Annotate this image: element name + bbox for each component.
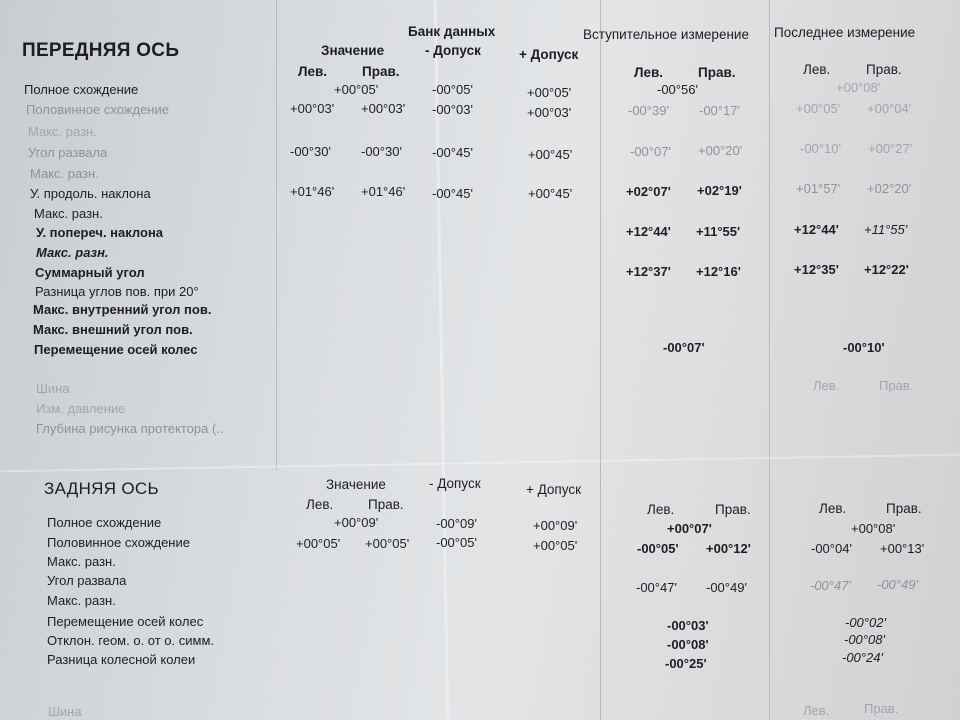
rear-tire-right: Прав. [864, 701, 899, 716]
rear-initial-right: -00°49' [706, 580, 747, 595]
front-row-label: У. попереч. наклона [36, 225, 164, 240]
front-initial-right: +12°16' [696, 264, 741, 279]
front-value-left: -00°30' [290, 144, 331, 159]
front-last-right: +12°22' [864, 262, 909, 277]
rear-last-total: -00°08' [844, 632, 885, 647]
front-row-label: Макс. разн. [34, 206, 103, 221]
rear-axle-title: ЗАДНЯЯ ОСЬ [44, 479, 159, 498]
rear-row-label: Разница колесной колеи [47, 652, 196, 667]
front-last-right: +00°27' [868, 141, 913, 156]
rear-row-label: Отклон. геом. о. от о. симм. [47, 633, 215, 648]
rear-initial-total: -00°03' [667, 618, 709, 633]
front-initial-left: +12°44' [626, 224, 671, 239]
rear-row-label: Макс. разн. [47, 593, 116, 608]
front-tire-pressure: Изм. давление [36, 401, 126, 416]
rear-tol-minus: -00°05' [436, 535, 477, 550]
front-row-label: Макс. разн. [28, 124, 97, 139]
rear-header-tol-minus: - Допуск [429, 476, 481, 491]
rear-last-right: +00°13' [880, 541, 925, 556]
rear-header-value: Значение [326, 477, 386, 492]
front-initial-right: +02°19' [697, 183, 742, 198]
front-initial-left: +02°07' [626, 184, 671, 199]
front-value-right: -00°30' [361, 144, 402, 159]
rear-initial-total: +00°07' [667, 521, 712, 536]
rear-tire-left: Лев. [803, 703, 830, 718]
front-row-label: Суммарный угол [35, 265, 145, 280]
front-tol-minus: -00°05' [432, 82, 473, 97]
rear-row-label: Перемещение осей колес [47, 614, 204, 629]
rear-initial-right: +00°12' [706, 541, 751, 556]
column-divider [769, 0, 770, 720]
rear-initial-total: -00°25' [665, 656, 707, 671]
front-initial-total: -00°07' [663, 340, 705, 355]
front-row-label: Макс. внутренний угол пов. [33, 302, 212, 317]
front-row-label: Половинное схождение [26, 102, 169, 117]
front-value-right: +00°03' [361, 101, 406, 116]
front-initial-left: -00°07' [630, 144, 671, 159]
front-row-label: Угол развала [28, 145, 108, 160]
rear-tol-minus: -00°09' [436, 516, 477, 531]
front-row-label: Макс. внешний угол пов. [33, 322, 193, 337]
rear-last-total: -00°24' [842, 650, 883, 665]
front-last-total: -00°10' [843, 340, 885, 355]
front-tol-plus: +00°05' [527, 85, 572, 100]
rear-last-total: -00°02' [845, 615, 886, 630]
front-last-right: +02°20' [867, 181, 912, 196]
front-row-label: У. продоль. наклона [30, 186, 151, 201]
front-tire-right: Прав. [879, 378, 914, 393]
rear-tire-label: Шина [48, 704, 82, 719]
front-initial-right: +11°55' [696, 224, 741, 239]
rear-header-initial-right: Прав. [715, 502, 751, 517]
header-value-left: Лев. [298, 64, 328, 79]
rear-value-total: +00°09' [334, 515, 379, 530]
front-last-left: +01°57' [796, 181, 841, 196]
header-value-right: Прав. [362, 64, 400, 79]
rear-tol-plus: +00°09' [533, 518, 578, 533]
rear-header-last-right: Прав. [886, 501, 922, 516]
rear-last-left: -00°04' [811, 541, 852, 556]
front-row-label: Полное схождение [24, 82, 139, 97]
header-last-left: Лев. [803, 62, 831, 77]
front-tol-minus: -00°03' [432, 102, 473, 117]
header-tol-plus: + Допуск [519, 47, 579, 62]
front-value-right: +01°46' [361, 184, 406, 199]
rear-initial-left: -00°05' [637, 541, 679, 556]
front-row-label: Перемещение осей колес [34, 342, 198, 357]
column-divider [276, 0, 277, 470]
front-last-left: +12°44' [794, 222, 839, 237]
header-tol-minus: - Допуск [425, 43, 481, 58]
front-row-label: Макс. разн. [36, 245, 109, 260]
front-tol-plus: +00°45' [528, 186, 573, 201]
rear-last-total: +00°08' [851, 521, 896, 536]
front-tire-left: Лев. [813, 378, 840, 393]
front-last-right: +00°04' [867, 101, 912, 116]
header-initial-right: Прав. [698, 65, 736, 80]
rear-initial-left: -00°47' [636, 580, 677, 595]
header-databank: Банк данных [408, 24, 496, 39]
front-tire-label: Шина [36, 381, 70, 396]
front-tol-plus: +00°03' [527, 105, 572, 120]
front-value-left: +01°46' [290, 184, 335, 199]
front-row-label: Макс. разн. [30, 166, 99, 181]
front-tire-tread: Глубина рисунка протектора (.. [36, 421, 224, 436]
front-last-left: +12°35' [794, 262, 839, 277]
rear-value-right: +00°05' [365, 536, 410, 551]
front-last-right: +11°55' [864, 222, 908, 237]
rear-row-label: Половинное схождение [47, 535, 190, 550]
front-last-left: +00°05' [796, 101, 841, 116]
rear-last-right: -00°49' [877, 577, 918, 592]
front-initial-right: -00°17' [699, 103, 740, 118]
front-initial-total: -00°56' [657, 82, 698, 97]
rear-header-tol-plus: + Допуск [526, 482, 582, 497]
rear-initial-total: -00°08' [667, 637, 709, 652]
front-row-label: Разница углов пов. при 20° [35, 284, 199, 299]
front-axle-title: ПЕРЕДНЯЯ ОСЬ [22, 40, 180, 61]
front-last-total: +00°08' [836, 80, 881, 95]
front-value-left: +00°03' [290, 101, 335, 116]
front-value-total: +00°05' [334, 82, 379, 97]
front-tol-plus: +00°45' [528, 147, 573, 162]
header-last-right: Прав. [866, 62, 902, 77]
rear-last-left: -00°47' [810, 578, 851, 593]
rear-row-label: Макс. разн. [47, 554, 116, 569]
rear-header-last-left: Лев. [819, 501, 847, 516]
rear-tol-plus: +00°05' [533, 538, 578, 553]
header-initial: Вступительное измерение [583, 27, 749, 42]
paper-fold [0, 454, 960, 473]
rear-header-value-left: Лев. [306, 497, 334, 512]
header-value: Значение [321, 43, 385, 58]
front-initial-right: +00°20' [698, 143, 743, 158]
rear-row-label: Угол развала [47, 573, 127, 588]
front-last-left: -00°10' [800, 141, 841, 156]
rear-header-initial-left: Лев. [647, 502, 675, 517]
front-initial-left: -00°39' [628, 103, 669, 118]
header-last: Последнее измерение [774, 25, 916, 40]
front-tol-minus: -00°45' [432, 145, 473, 160]
header-initial-left: Лев. [634, 65, 664, 80]
rear-row-label: Полное схождение [47, 515, 162, 530]
column-divider [600, 0, 601, 720]
front-tol-minus: -00°45' [432, 186, 473, 201]
rear-value-left: +00°05' [296, 536, 341, 551]
rear-header-value-right: Прав. [368, 497, 404, 512]
front-initial-left: +12°37' [626, 264, 671, 279]
